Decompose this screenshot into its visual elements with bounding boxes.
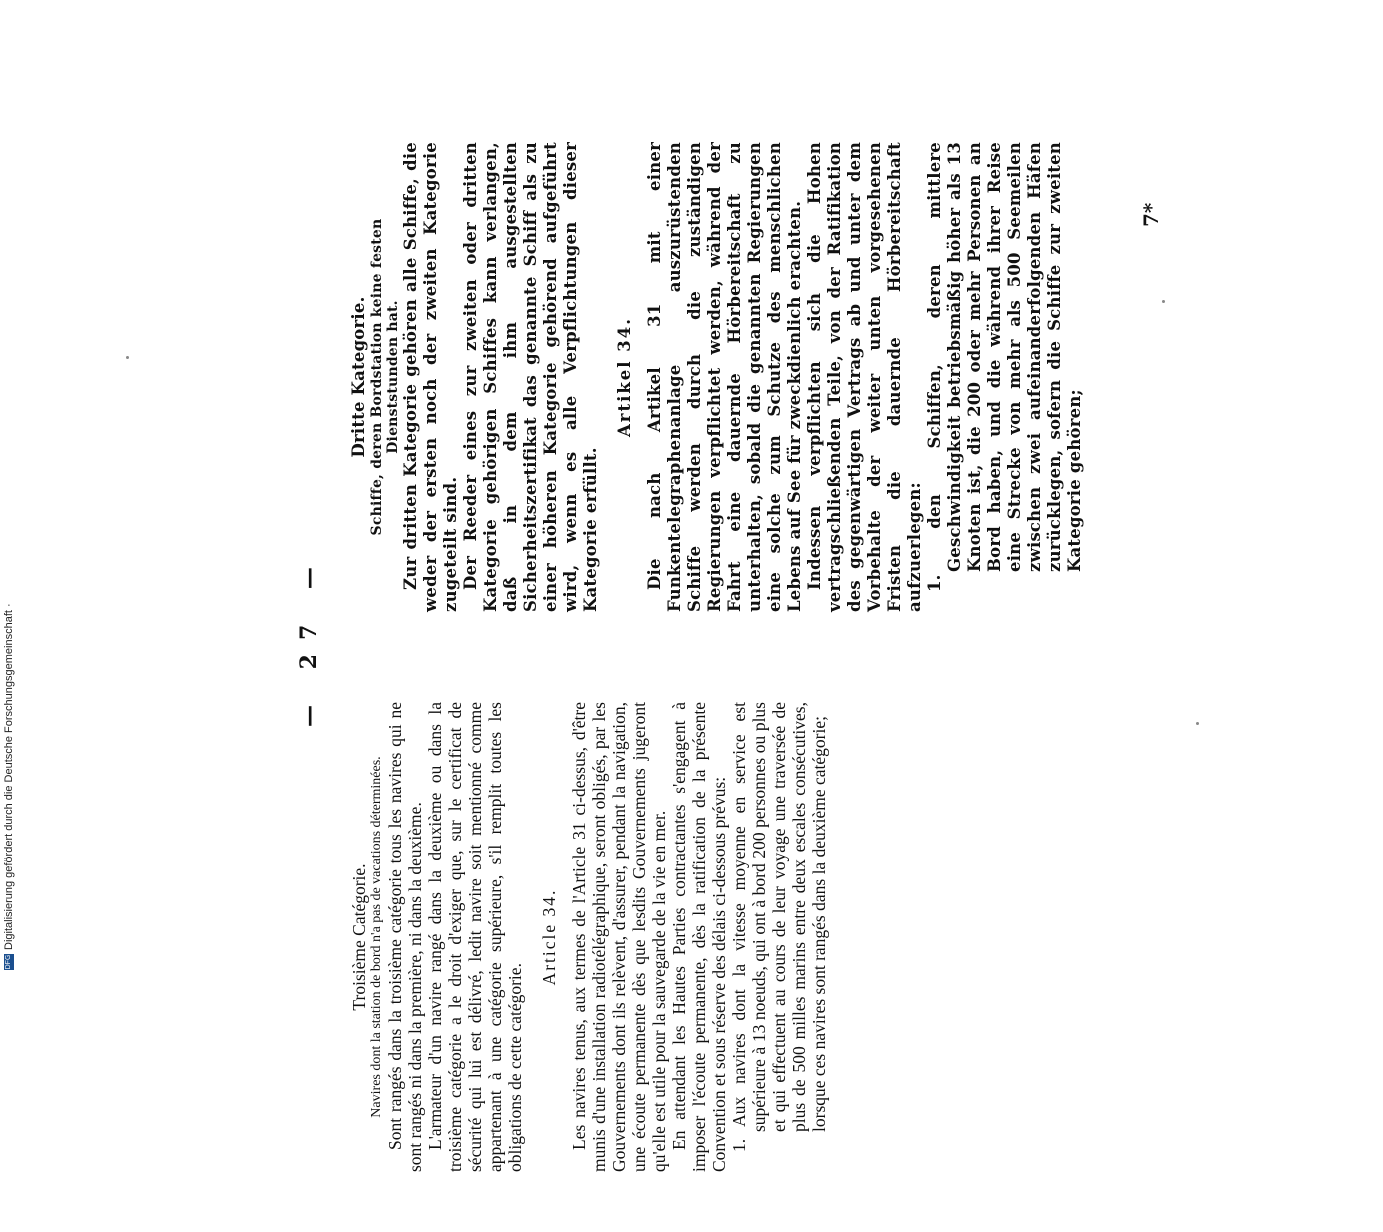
- french-category-heading: Troisième Catégorie.: [349, 863, 369, 1011]
- page-number: — 27 —: [296, 553, 322, 727]
- german-paragraph: Zur dritten Kategorie gehören alle Schiffe, die weder der ersten noch der zweiten Kategorie zugeteilt sind.: [401, 142, 460, 612]
- german-paragraph: Der Reeder eines zur zweiten oder dritten Kategorie gehörigen Schiffes kann verlangen, daß in dem ihm ausgestellten Sicherheitszertifikat das genannte Schiff als zu einer höheren Kategorie gehörend aufgeführt wird, wenn es alle Verpflichtungen dieser Kategorie erfüllt.: [461, 142, 600, 612]
- french-article-heading: Article 34.: [539, 888, 559, 986]
- french-paragraph: L'armateur d'un navire rangé dans la deuxième ou dans la troisième catégorie a le droit d'exiger que, sur le certificat de sécurité qui lui est délivré, ledit navire soit mentionné comme appartenant à une catégorie supérieure, s'il remplit toutes les obligations de cette catégorie.: [425, 702, 525, 1172]
- german-paragraph: Indessen verpflichten sich die Hohen vertragschließenden Teile, von der Ratifikation des gegenwärtigen Vertrags ab und unter dem Vorbehalte der weiter unten vorgesehenen Fristen die dauernde Hörbereitschaft aufzuerlegen:: [805, 142, 924, 612]
- dfg-logo-icon: DFG: [5, 954, 13, 970]
- german-list-item: 1. den Schiffen, deren mittlere Geschwindigkeit betriebsmäßig höher als 13 Knoten ist, die 200 oder mehr Personen an Bord haben, und die während ihrer Reise eine Strecke von mehr als 500 Seemeilen zwischen zwei aufeinanderfolgenden Häfen zurücklegen, sofern die Schiffe zur zweiten Kategorie gehören;: [925, 142, 1084, 592]
- german-category-heading: Dritte Kategorie.: [349, 296, 368, 458]
- digitisation-note-text: Digitalisierung gefördert durch die Deutsche Forschungsgemeinschaft ·: [3, 603, 15, 950]
- french-column: [349, 702, 829, 1172]
- german-paragraph: Die nach Artikel 31 mit einer Funkentelegraphenanlage auszurüstenden Schiffe werden durch die zuständigen Regierungen verpflichtet werden, während der Fahrt eine dauernde Hörbereitschaft zu unterhalten, sobald die genannten Regierungen eine solche zum Schutze des menschlichen Lebens auf See für zweckdienlich erachten.: [645, 142, 804, 612]
- french-paragraph: Sont rangés dans la troisième catégorie tous les navires qui ne sont rangés ni dans la première, ni dans la deuxième.: [385, 702, 425, 1172]
- french-paragraph: En attendant les Hautes Parties contractantes s'engagent à imposer l'écoute permanente, dès la ratification de la présente Convention et sous réserve des délais ci-dessous prévus:: [669, 702, 729, 1172]
- german-category-subheading: Schiffe, deren Bordstation keine festen Dienststunden hat.: [369, 218, 401, 536]
- french-list-item: 1. Aux navires dont la vitesse moyenne en service est supérieure à 13 noeuds, qui ont à bord 200 personnes ou plus et qui effectuent au cours de leur voyage une traversée de plus de 500 milles marins entre deux escales consécutives, lorsque ces navires sont rangés dans la deuxième catégorie;: [729, 702, 829, 1152]
- rotated-page: [204, 142, 1164, 1232]
- german-column: [349, 142, 1085, 612]
- german-article-heading: Artikel 34.: [615, 316, 634, 438]
- digitisation-footer: [2, 0, 22, 1000]
- french-category-subheading: Navires dont la station de bord n'a pas de vacations déterminées.: [369, 756, 384, 1118]
- signature-mark: 7*: [1139, 202, 1163, 227]
- french-paragraph: Les navires tenus, aux termes de l'Article 31 ci-dessus, d'être munis d'une installation radiotélégraphique, seront obligés, par les Gouvernements dont ils relèvent, d'assurer, pendant la navigation, une écoute permanente dès que lesdits Gouvernements jugeront qu'elle est utile pour la sauvegarde de la vie en mer.: [569, 702, 669, 1172]
